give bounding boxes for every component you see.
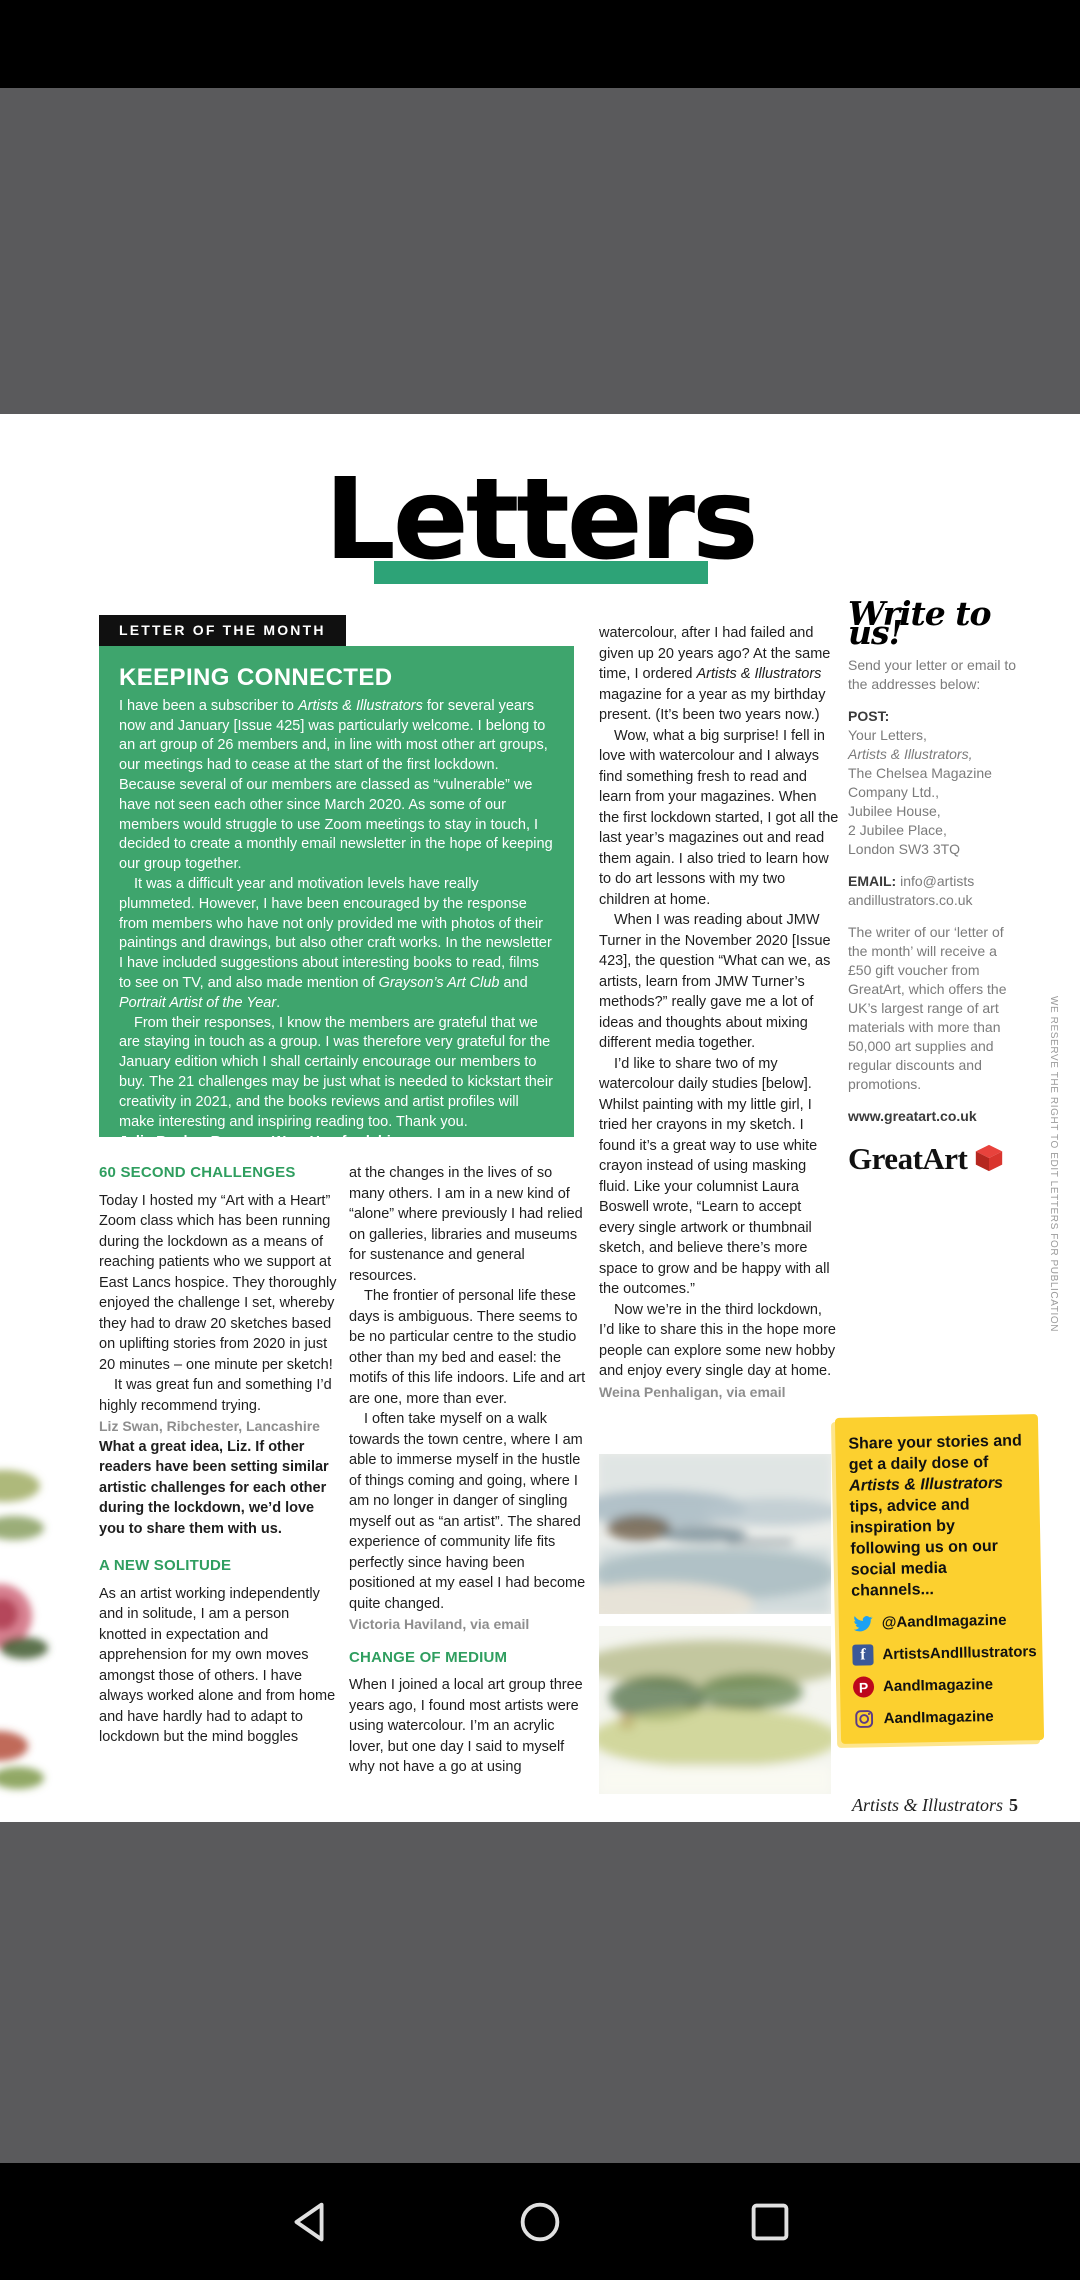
- magazine-page: [0, 414, 1080, 1822]
- letter-paragraph: I have been a subscriber to Artists & Illustrators for several years now and January [Issue 425] was particularly welcome. I belong to an art group of 26 members and, in line with most other art groups, our meetings had to cease at the start of the first lockdown. Because several of our members are classed as “vulnerable” we have not seen each other since March 2020. As some of our members would struggle to use Zoom meetings to stay in touch, I decided to create a monthly email newsletter in the hope of keeping our group together.: [119, 697, 553, 873]
- page-number: 5: [1009, 1795, 1018, 1815]
- section-heading-challenges: 60 SECOND CHALLENGES: [99, 1164, 296, 1181]
- letter-signature: Julie Bosley, Ross on Wye, Herefordshire: [119, 1134, 405, 1151]
- home-icon: [513, 2195, 567, 2249]
- android-nav-bar: [0, 2163, 1080, 2280]
- back-button[interactable]: [281, 2193, 339, 2251]
- write-to-us-sidebar: [848, 594, 1020, 1176]
- write-to-us-heading: Write to us!: [848, 594, 991, 652]
- recents-button[interactable]: [741, 2193, 799, 2251]
- edge-flower-art: [0, 1444, 68, 1824]
- edit-letters-disclaimer: WE RESERVE THE RIGHT TO EDIT LETTERS FOR PUBLICATION: [1048, 996, 1059, 1333]
- letter-of-the-month-tab: LETTER OF THE MONTH: [99, 615, 346, 646]
- status-bar: [0, 0, 1080, 88]
- social-channel-facebook: f ArtistsAndIllustrators: [852, 1641, 1029, 1665]
- watercolour-study-2: [599, 1626, 831, 1794]
- body-paragraph: It was great fun and something I’d highly recommend trying.: [99, 1377, 332, 1414]
- body-paragraph: I often take myself on a walk towards the town centre, where I am able to immerse myself in the hustle of things coming and going, where I am no longer in danger of singling myself out as “an artist”. The shared experience of community life fits perfectly since having been positioned at my easel I had become quite changed.: [349, 1411, 586, 1612]
- body-paragraph: As an artist working independently and in solitude, I am a person knotted in expectation and apprehension for my own moves amongst those of others. I have always worked alone and from home and have hardly had to adapt to lockdown but the mind boggles: [99, 1585, 336, 1745]
- body-paragraph: I’d like to share two of my watercolour daily studies [below]. Whilst painting with my little girl, I tried her crayons in my sketch. I found it’s a great way to use white crayon instead of using masking fluid. Like your columnist Laura Boswell wrote, “Learn to accept every single artwork or thumbnail sketch, and believe there’s more space to grow and be happy with all the outcomes.”: [599, 1055, 830, 1297]
- social-channel-pinterest: P AandImagazine: [853, 1673, 1030, 1697]
- body-paragraph: Now we’re in the third lockdown, I’d like to share this in the hope more people can explore some new hobby and enjoy every single day at home.: [599, 1301, 836, 1379]
- greatart-cube-icon: [973, 1142, 1005, 1174]
- facebook-icon: f: [852, 1644, 873, 1665]
- letter-paragraph: It was a difficult year and motivation levels have really plummeted. However, I have been encouraged by the response from members who have not only provided me with photos of their paintings and drawings, but also other craft works. In the newsletter I have included suggestions about interesting books to read, films to see on TV, and also made mention of Grayson’s Art Club and Portrait Artist of the Year.: [119, 875, 552, 1011]
- column-1: [99, 1163, 337, 1748]
- voucher-note: The writer of our ‘letter of the month’ will receive a £50 gift voucher from GreatArt, which offers the UK’s largest range of art materials with more than 50,000 art supplies and regular discounts and promotions.: [848, 924, 1007, 1092]
- social-channel-twitter: @AandImagazine: [852, 1609, 1029, 1633]
- body-paragraph: The frontier of personal life these days is ambiguous. There seems to be no particular centre to the studio other than my bed and easel: the motifs of this life indoors. Life and art are one, more than ever.: [349, 1288, 586, 1407]
- back-icon: [283, 2195, 337, 2249]
- sidebar-intro: Send your letter or email to the addresses below:: [848, 657, 1017, 692]
- letter-signature: Liz Swan, Ribchester, Lancashire: [99, 1418, 320, 1434]
- pinterest-icon: P: [853, 1676, 874, 1697]
- letter-paragraph: From their responses, I know the members are grateful that we are staying in touch as a group. I was therefore very grateful for the January edition which I shall certainly encourage our members to buy. The 21 challenges may be just what is needed to kickstart their creativity in 2021, and the books reviews and artist profiles will make interesting and inspiring reading too. Thank you.: [119, 1014, 553, 1130]
- letter-signature: Weina Penhaligan, via email: [599, 1383, 786, 1400]
- twitter-icon: [852, 1612, 873, 1633]
- greatart-logo: GreatArt: [848, 1142, 1020, 1174]
- body-paragraph: When I joined a local art group three years ago, I found most artists were using watercolour. I’m an acrylic lover, but one day I said to myself why not have a go at using: [349, 1677, 583, 1775]
- section-heading-medium: CHANGE OF MEDIUM: [349, 1648, 508, 1666]
- letter-signature: Victoria Haviland, via email: [349, 1616, 530, 1632]
- body-paragraph: watercolour, after I had failed and given up 20 years ago? At the same time, I ordered Artists & Illustrators magazine for a year as my birthday present. (It’s been two years now.): [599, 625, 831, 723]
- social-media-box: Share your stories and get a daily dose of Artists & Illustrators tips, advice and inspiration by following us on our social media channels... @AandImagazine f ArtistsAndIllustrators P AandImagazine AandImagazine: [835, 1414, 1044, 1744]
- body-paragraph: When I was reading about JMW Turner in the November 2020 [Issue 423], the question “What can we, as artists, learn from JMW Turner’s methods?” really gave me a lot of ideas and thoughts about mixing different media together.: [599, 912, 831, 1051]
- postal-address: POST: Your Letters, Artists & Illustrators, The Chelsea Magazine Company Ltd., Jubilee House, 2 Jubilee Place, London SW3 3TQ: [848, 707, 1020, 859]
- post-label: POST:: [848, 708, 890, 724]
- letter-heading: KEEPING CONNECTED: [119, 664, 393, 691]
- page-footer: [852, 1795, 1018, 1816]
- social-channel-instagram: AandImagazine: [853, 1705, 1030, 1729]
- section-heading-solitude: A NEW SOLITUDE: [99, 1557, 232, 1574]
- home-button[interactable]: [511, 2193, 569, 2251]
- page-title: Letters: [324, 455, 756, 585]
- greatart-website: www.greatart.co.uk: [848, 1108, 977, 1124]
- magazine-name: Artists & Illustrators: [851, 1795, 1003, 1815]
- email-address: EMAIL: info@artists andillustrators.co.uk: [848, 873, 975, 908]
- body-paragraph: Wow, what a big surprise! I fell in love with watercolour and I always find something fresh to read and learn from your magazines. When the first lockdown started, I got all the last year’s magazines out and read them again. I also tried to learn how to do art lessons with my two children at home.: [599, 727, 839, 908]
- body-paragraph: at the changes in the lives of so many others. I am in a new kind of “alone” where previously I had relied on galleries, libraries and museums for sustenance and general resources.: [349, 1165, 583, 1284]
- column-3: [599, 623, 839, 1402]
- body-paragraph: Today I hosted my “Art with a Heart” Zoom class which has been running during the lockdown as a means of reaching patients who we support at East Lancs hospice. They thoroughly enjoyed the challenge I set, whereby they had to draw 20 sketches based on uplifting stories from 2020 in just 20 minutes – one minute per sketch!: [99, 1192, 337, 1373]
- watercolour-study-1: [599, 1454, 831, 1614]
- editor-note: What a great idea, Liz. If other readers have been setting similar artistic challenges for each other during the lockdown, we’d love you to share them with us.: [99, 1438, 329, 1537]
- instagram-icon: [853, 1708, 874, 1729]
- letter-of-the-month-box: [99, 646, 574, 1151]
- recents-icon: [743, 2195, 797, 2249]
- column-2: [349, 1163, 589, 1778]
